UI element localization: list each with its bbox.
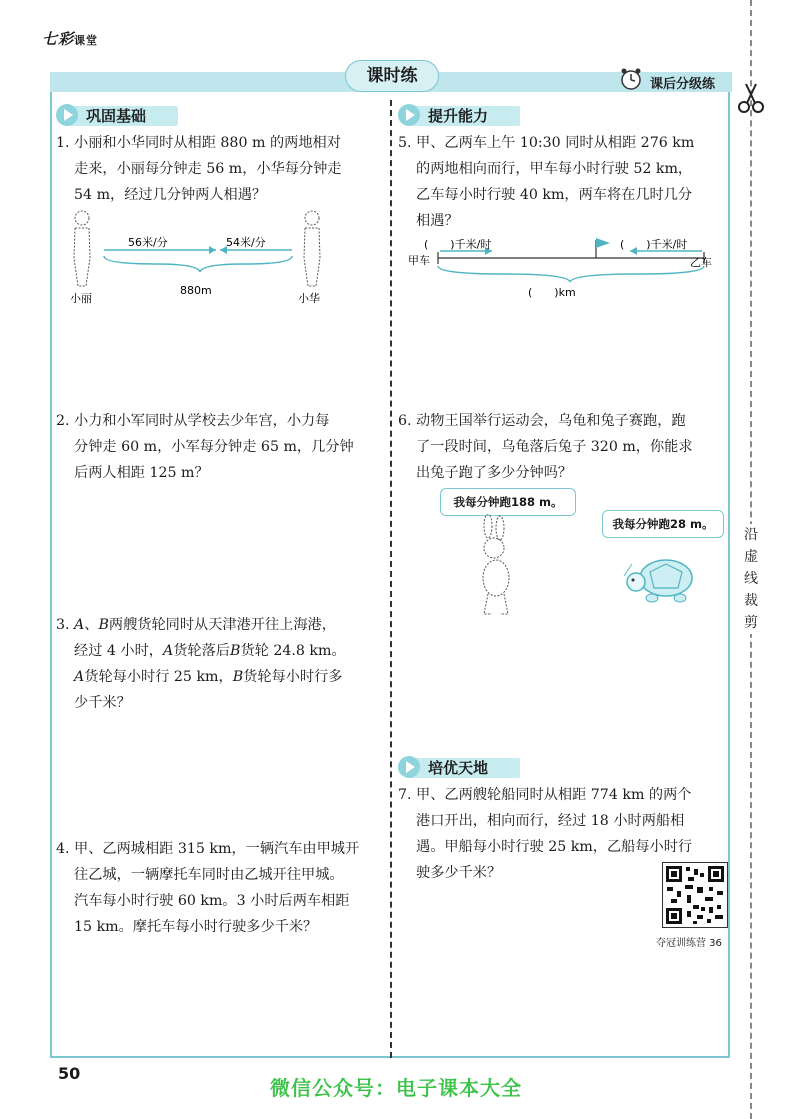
level-label: 课后分级练	[650, 77, 716, 92]
q5-right-car: 乙车	[690, 256, 712, 269]
q5-left-car: 甲车	[408, 254, 430, 267]
question-2: 2. 小力和小军同时从学校去少年宫，小力每 分钟走 60 m，小军每分钟走 65 m，几分钟 后两人相距 125 m？	[56, 413, 354, 481]
qr-code[interactable]	[662, 862, 728, 928]
q1-left-name: 小丽	[70, 292, 92, 305]
play-icon	[398, 104, 420, 126]
footer-text: 微信公众号：电子课本大全	[270, 1076, 522, 1100]
brand-logo: 七彩课堂	[42, 30, 99, 48]
question-5: 5. 甲、乙两车上午 10:30 同时从相距 276 km 的两地相向而行，甲车每小时行驶 52 km， 乙车每小时行驶 40 km，两车将在几时几分 相遇？	[398, 135, 695, 229]
q1-right-speed: 54米/分	[226, 236, 266, 249]
q1-right-name: 小华	[298, 292, 320, 305]
play-icon	[56, 104, 78, 126]
turtle-icon	[620, 536, 700, 606]
play-icon	[398, 756, 420, 778]
q1-left-speed: 56米/分	[128, 236, 168, 249]
section-improve: 提升能力	[398, 104, 558, 128]
q5-left-speed-blank: ( )千米/时	[424, 238, 492, 251]
section-excellence: 培优天地	[398, 756, 558, 780]
page-title: 课时练	[345, 60, 439, 92]
question-6: 6. 动物王国举行运动会，乌龟和兔子赛跑，跑 了一段时间，乌龟落后兔子 320 m，你能求 出兔子跑了多少分钟吗？	[398, 413, 693, 481]
question-4: 4. 甲、乙两城相距 315 km，一辆汽车由甲城开 往乙城，一辆摩托车同时由乙城开往甲城。 汽车每小时行驶 60 km。3 小时后两车相距 15 km。摩托车每小时行驶多少千米？	[56, 841, 360, 935]
cut-instruction: 沿虚线裁剪	[742, 524, 760, 634]
alarm-clock-icon	[618, 66, 644, 92]
q1-distance: 880m	[180, 284, 212, 297]
question-3: 3. A、B两艘货轮同时从天津港开往上海港， 经过 4 小时，A货轮落后B货轮 24.8 km。 A货轮每小时行 25 km，B货轮每小时行多 少千米？	[56, 617, 346, 711]
qr-label: 夺冠训练营 36	[656, 938, 722, 949]
turtle-speech-bubble: 我每分钟跑28 m。	[602, 510, 724, 538]
q1-diagram	[66, 206, 346, 306]
page-number: 50	[58, 1064, 81, 1083]
q5-diagram	[404, 232, 724, 304]
section-basic: 巩固基础	[56, 104, 216, 128]
scissors-icon	[736, 82, 766, 114]
question-7: 7. 甲、乙两艘轮船同时从相距 774 km 的两个 港口开出，相向而行，经过 18 小时两船相 遇。甲船每小时行驶 25 km，乙船每小时行 驶多少千米？	[398, 787, 693, 881]
q5-distance-blank: ( )km	[528, 286, 576, 299]
question-1: 1. 小丽和小华同时从相距 880 m 的两地相对 走来，小丽每分钟走 56 m，小华每分钟走 54 m，经过几分钟两人相遇？	[56, 135, 342, 203]
column-divider	[390, 100, 392, 1058]
rabbit-icon	[466, 514, 526, 624]
q5-right-speed-blank: ( )千米/时	[620, 238, 688, 251]
rabbit-speech-bubble: 我每分钟跑188 m。	[440, 488, 576, 516]
